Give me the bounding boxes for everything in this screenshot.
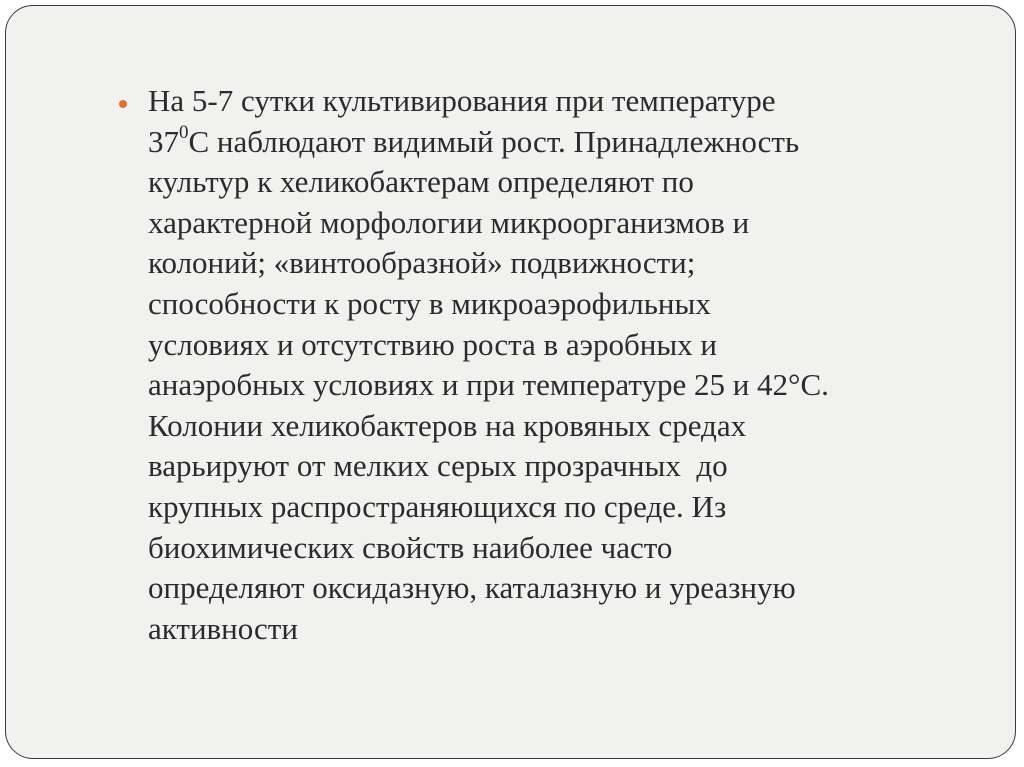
bullet-dot-icon: [119, 100, 127, 108]
slide-content: [148, 81, 978, 649]
text-line: 37: [148, 123, 179, 159]
text-line: условиях и отсутствию роста в аэробных и: [148, 326, 717, 362]
text-line: Колонии хеликобактеров на кровяных средах: [148, 407, 747, 443]
text-line: биохимических свойств наиболее часто: [148, 529, 673, 565]
text-line: крупных распространяющихся по среде. Из: [148, 488, 727, 524]
body-paragraph: [148, 81, 978, 649]
text-line: определяют оксидазную, каталазную и уреазную: [148, 570, 796, 606]
text-line: характерной морфологии микроорганизмов и: [148, 204, 750, 240]
text-line: культур к хеликобактерам определяют по: [148, 164, 694, 200]
superscript-degree: 0: [179, 122, 189, 144]
text-line: активности: [148, 610, 298, 646]
slide-frame: [5, 5, 1016, 759]
text-line: колоний; «винтообразной» подвижности;: [148, 245, 696, 281]
text-line: На 5-7 сутки культивирования при температуре: [148, 83, 776, 118]
text-line: варьируют от мелких серых прозрачных до: [148, 448, 728, 484]
text-line: способности к росту в микроаэрофильных: [148, 285, 711, 321]
text-line: С наблюдают видимый рост. Принадлежность: [188, 123, 800, 159]
text-line: анаэробных условиях и при температуре 25 и 42°С.: [148, 367, 829, 403]
